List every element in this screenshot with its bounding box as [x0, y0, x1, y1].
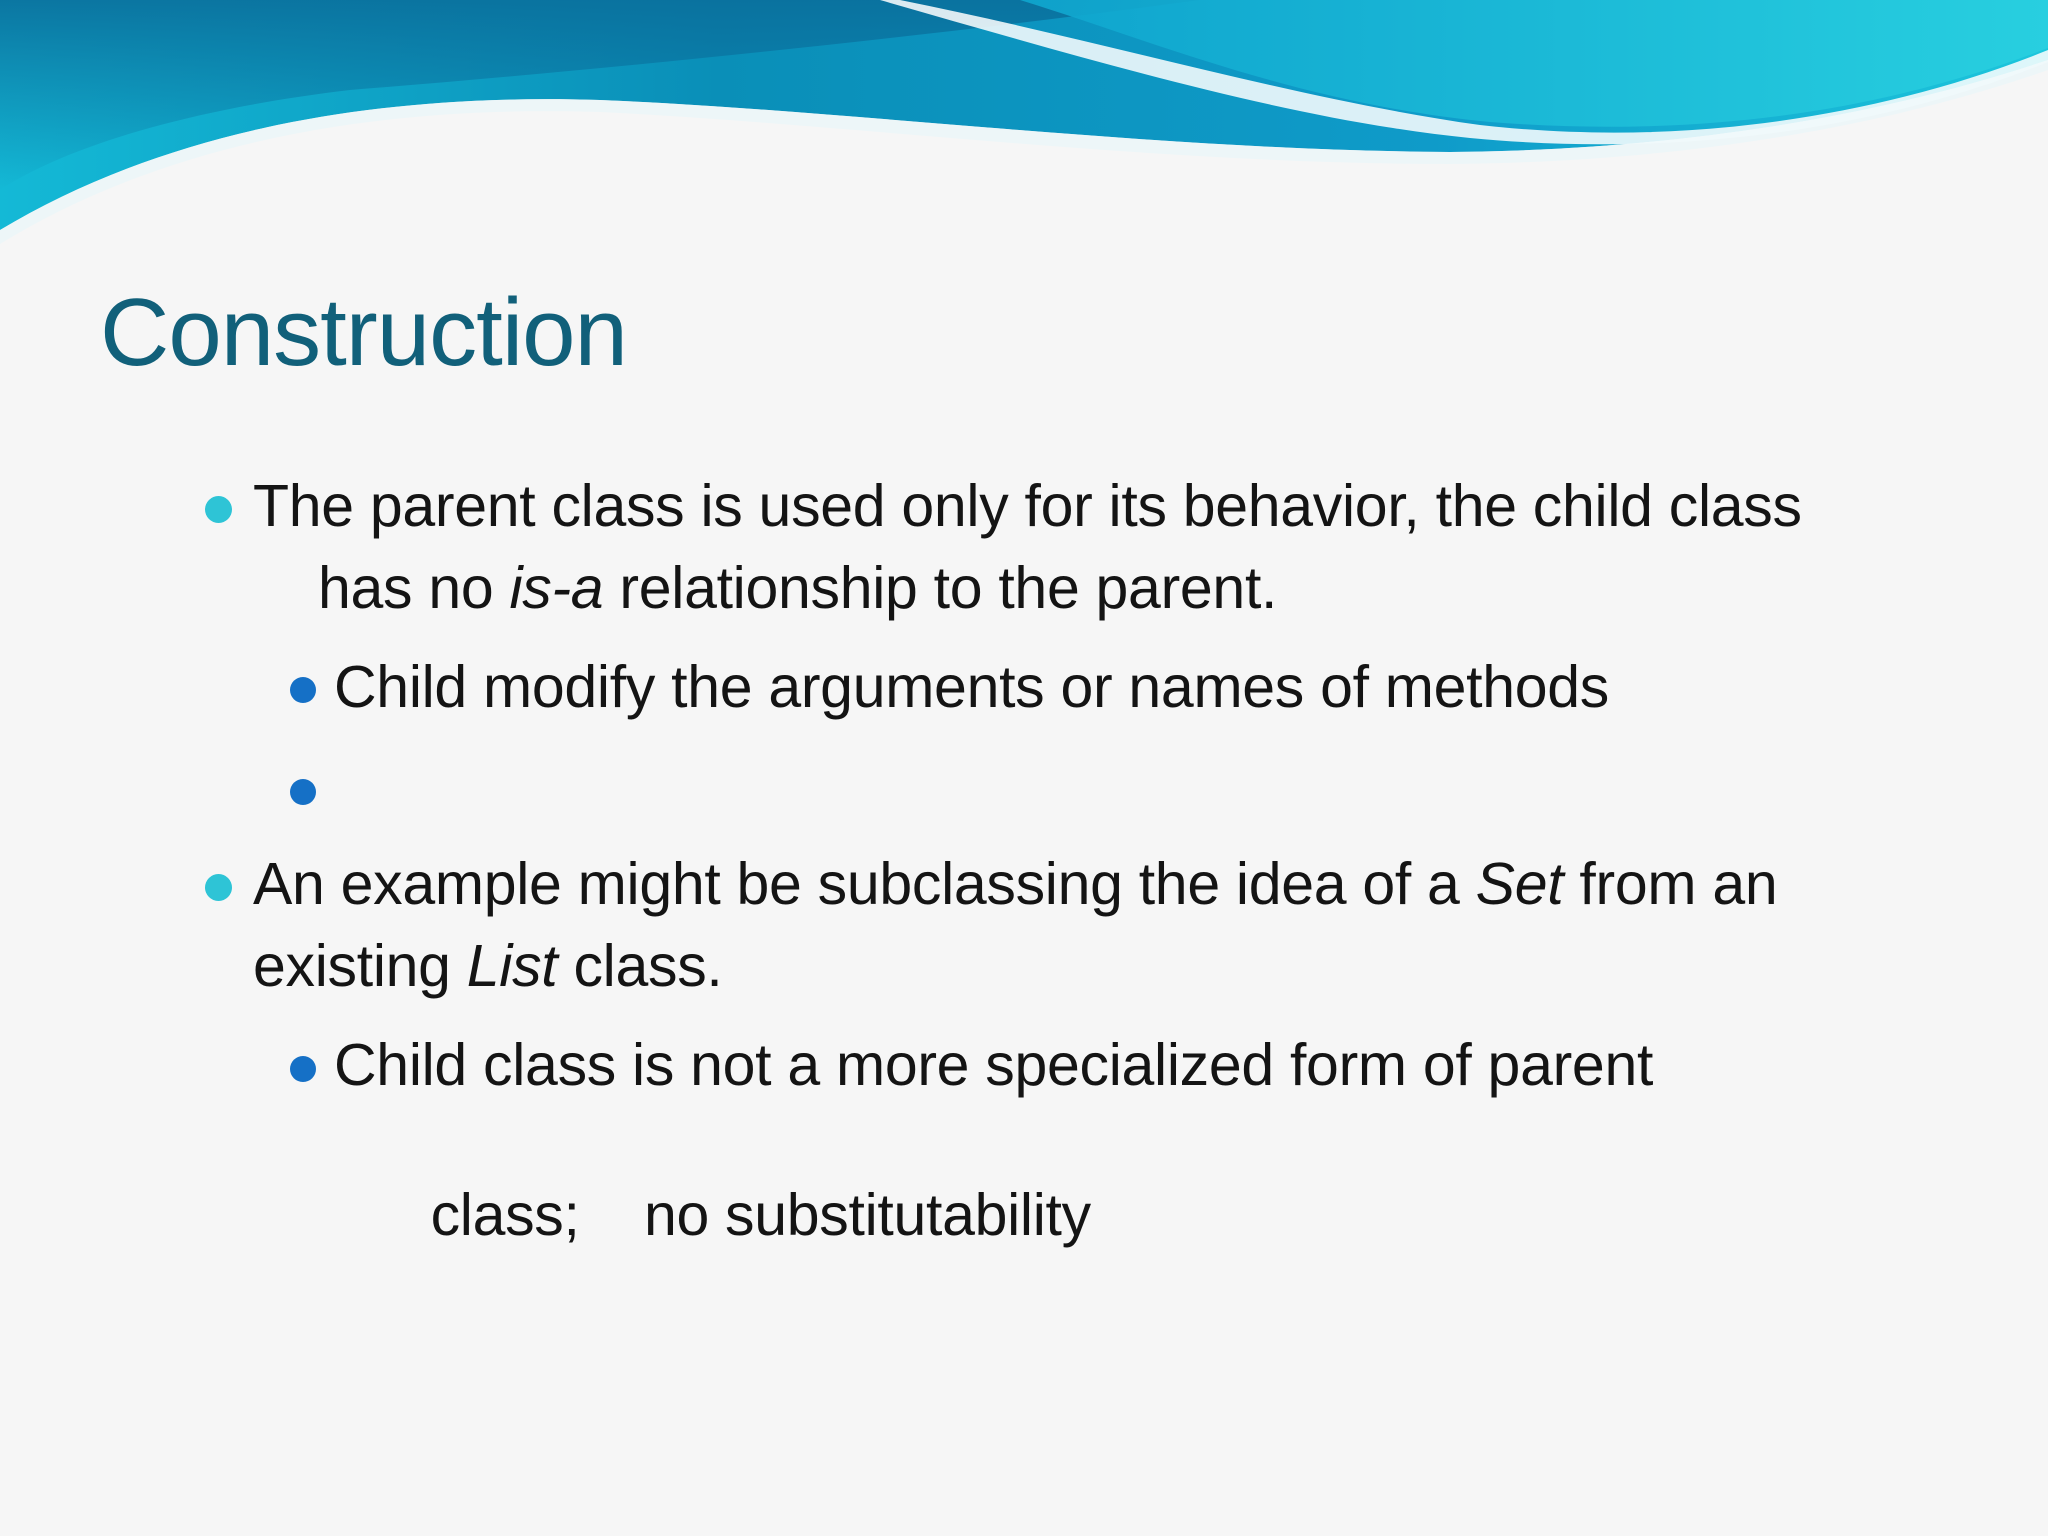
bullet-2-line-2-post: class.: [557, 933, 723, 999]
bullet-1-text: The parent class is used only for its behavior, the child class: [253, 473, 1802, 539]
sub-bullet-2-1-text-1: Child class is not a more specialized form of parent: [334, 1032, 1654, 1098]
sub-bullet-2-1-line-2: [334, 1113, 1091, 1317]
bullet-1-line-2: [318, 554, 1277, 622]
bullet-dot-icon: [205, 496, 232, 523]
bullet-1-text-pre: has no: [318, 555, 510, 621]
bullet-dot-icon: [205, 874, 232, 901]
bullet-1-line-1: [253, 472, 1802, 540]
bullet-2-text-pre: An example might be subclassing the idea of a: [253, 851, 1476, 917]
sub-bullet-dot-icon: [290, 779, 316, 805]
slide-title: Construction: [100, 279, 627, 386]
bullet-2-line-2-pre: existing: [253, 933, 467, 999]
bullet-1-emphasis-is-a: is-a: [509, 555, 604, 621]
bullet-2-line-2: [253, 932, 722, 1000]
bullet-1-text-post: relationship to the parent.: [603, 555, 1278, 621]
sub-bullet-2-1-text-2: class; no substitutability: [430, 1182, 1091, 1248]
sub-bullet-2-1-line-1: [334, 1031, 1653, 1099]
sub-bullet-1-1-text: Child modify the arguments or names of methods: [334, 654, 1609, 720]
sub-bullet-dot-icon: [290, 1056, 316, 1082]
sub-bullet-1-1: [334, 653, 1609, 721]
bullet-2-emphasis-list: List: [466, 933, 558, 999]
bullet-2-emphasis-set: Set: [1475, 851, 1564, 917]
bullet-2-line-1: [253, 850, 1777, 918]
bullet-2-text-post: from an: [1563, 851, 1778, 917]
sub-bullet-dot-icon: [290, 677, 316, 703]
